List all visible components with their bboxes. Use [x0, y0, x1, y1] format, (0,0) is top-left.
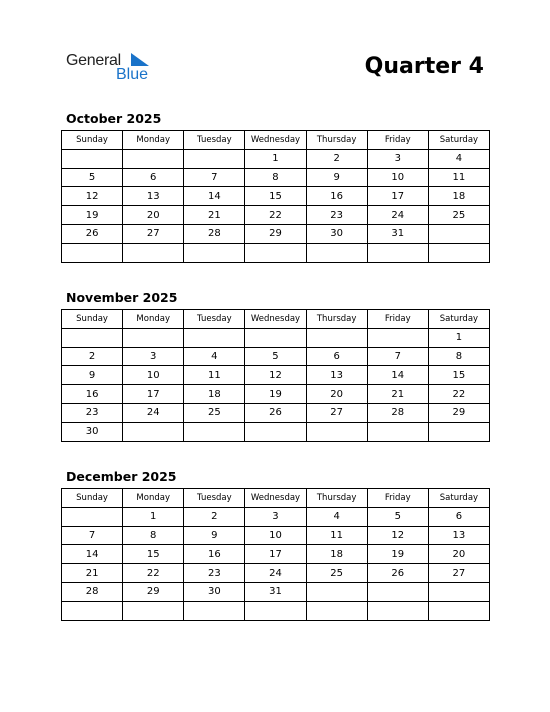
day-cell: 10	[123, 366, 184, 385]
week-row	[62, 347, 490, 366]
day-cell: 9	[306, 168, 367, 187]
day-cell: 2	[62, 347, 123, 366]
weekday-header: Wednesday	[245, 489, 306, 508]
day-cell	[184, 243, 245, 262]
day-cell: 20	[306, 385, 367, 404]
day-cell	[306, 582, 367, 601]
day-cell	[184, 328, 245, 347]
day-cell: 15	[245, 187, 306, 206]
day-cell: 29	[245, 224, 306, 243]
day-cell: 28	[367, 403, 428, 422]
day-cell: 22	[428, 385, 489, 404]
weekday-header: Saturday	[428, 131, 489, 150]
day-cell	[62, 601, 123, 620]
day-cell	[62, 328, 123, 347]
day-cell	[123, 422, 184, 441]
day-cell: 12	[62, 187, 123, 206]
weekday-header: Monday	[123, 310, 184, 329]
day-cell: 3	[123, 347, 184, 366]
day-cell: 29	[123, 582, 184, 601]
month-title: December 2025	[66, 469, 177, 484]
day-cell: 21	[367, 385, 428, 404]
day-cell: 2	[306, 149, 367, 168]
day-cell: 10	[367, 168, 428, 187]
day-cell: 25	[428, 206, 489, 225]
day-cell	[123, 243, 184, 262]
weekday-header: Thursday	[306, 489, 367, 508]
week-row	[62, 422, 490, 441]
brand-logo-blue: Blue	[116, 66, 149, 83]
day-cell: 1	[245, 149, 306, 168]
day-cell: 13	[428, 526, 489, 545]
week-row	[62, 366, 490, 385]
page-title: Quarter 4	[364, 54, 484, 79]
day-cell: 17	[367, 187, 428, 206]
weekday-header: Saturday	[428, 489, 489, 508]
weekday-header: Friday	[367, 489, 428, 508]
day-cell	[428, 601, 489, 620]
day-cell	[62, 243, 123, 262]
day-cell: 30	[306, 224, 367, 243]
day-cell: 3	[367, 149, 428, 168]
day-cell: 31	[245, 582, 306, 601]
day-cell: 23	[306, 206, 367, 225]
day-cell	[428, 582, 489, 601]
weekday-header: Thursday	[306, 131, 367, 150]
day-cell: 4	[428, 149, 489, 168]
weekday-header-row	[62, 310, 490, 329]
day-cell: 23	[62, 403, 123, 422]
day-cell	[367, 243, 428, 262]
day-cell: 24	[245, 564, 306, 583]
day-cell	[245, 422, 306, 441]
day-cell	[184, 149, 245, 168]
day-cell: 1	[428, 328, 489, 347]
day-cell: 13	[123, 187, 184, 206]
day-cell	[367, 601, 428, 620]
day-cell: 19	[245, 385, 306, 404]
day-cell: 13	[306, 366, 367, 385]
day-cell	[62, 507, 123, 526]
day-cell: 15	[123, 545, 184, 564]
day-cell	[245, 328, 306, 347]
brand-logo-general: General	[66, 52, 121, 69]
weekday-header: Sunday	[62, 489, 123, 508]
day-cell: 18	[184, 385, 245, 404]
day-cell	[428, 422, 489, 441]
day-cell: 19	[367, 545, 428, 564]
month-title: November 2025	[66, 290, 178, 305]
day-cell: 28	[62, 582, 123, 601]
day-cell: 5	[62, 168, 123, 187]
weekday-header: Sunday	[62, 310, 123, 329]
day-cell: 16	[306, 187, 367, 206]
day-cell: 25	[184, 403, 245, 422]
day-cell: 1	[123, 507, 184, 526]
week-row	[62, 206, 490, 225]
day-cell: 16	[184, 545, 245, 564]
day-cell: 5	[245, 347, 306, 366]
week-row	[62, 168, 490, 187]
weekday-header: Monday	[123, 489, 184, 508]
day-cell: 14	[367, 366, 428, 385]
day-cell: 8	[245, 168, 306, 187]
day-cell: 21	[184, 206, 245, 225]
day-cell: 27	[123, 224, 184, 243]
day-cell: 8	[428, 347, 489, 366]
day-cell: 20	[428, 545, 489, 564]
month-calendar-table	[61, 488, 490, 621]
day-cell	[367, 422, 428, 441]
week-row	[62, 403, 490, 422]
week-row	[62, 149, 490, 168]
day-cell	[123, 601, 184, 620]
weekday-header-row	[62, 131, 490, 150]
day-cell: 12	[367, 526, 428, 545]
day-cell: 6	[306, 347, 367, 366]
day-cell: 11	[306, 526, 367, 545]
weekday-header: Monday	[123, 131, 184, 150]
day-cell: 14	[184, 187, 245, 206]
weekday-header: Wednesday	[245, 310, 306, 329]
day-cell: 20	[123, 206, 184, 225]
day-cell: 29	[428, 403, 489, 422]
brand-logo	[66, 52, 156, 84]
day-cell: 19	[62, 206, 123, 225]
day-cell: 22	[123, 564, 184, 583]
day-cell: 11	[184, 366, 245, 385]
day-cell: 7	[62, 526, 123, 545]
day-cell: 23	[184, 564, 245, 583]
day-cell: 30	[184, 582, 245, 601]
weekday-header: Wednesday	[245, 131, 306, 150]
weekday-header: Tuesday	[184, 131, 245, 150]
week-row	[62, 526, 490, 545]
day-cell: 22	[245, 206, 306, 225]
day-cell: 10	[245, 526, 306, 545]
week-row	[62, 545, 490, 564]
day-cell	[123, 328, 184, 347]
week-row	[62, 328, 490, 347]
day-cell: 25	[306, 564, 367, 583]
weekday-header: Friday	[367, 310, 428, 329]
week-row	[62, 385, 490, 404]
day-cell: 4	[184, 347, 245, 366]
day-cell	[245, 243, 306, 262]
weekday-header: Tuesday	[184, 489, 245, 508]
week-row	[62, 243, 490, 262]
day-cell: 6	[428, 507, 489, 526]
weekday-header: Saturday	[428, 310, 489, 329]
weekday-header: Friday	[367, 131, 428, 150]
day-cell: 31	[367, 224, 428, 243]
day-cell	[306, 601, 367, 620]
day-cell: 9	[62, 366, 123, 385]
day-cell	[428, 224, 489, 243]
day-cell: 26	[367, 564, 428, 583]
day-cell	[367, 582, 428, 601]
day-cell: 28	[184, 224, 245, 243]
day-cell: 24	[123, 403, 184, 422]
weekday-header: Thursday	[306, 310, 367, 329]
day-cell: 24	[367, 206, 428, 225]
day-cell	[367, 328, 428, 347]
day-cell	[306, 243, 367, 262]
day-cell: 9	[184, 526, 245, 545]
week-row	[62, 601, 490, 620]
day-cell: 4	[306, 507, 367, 526]
day-cell	[184, 601, 245, 620]
day-cell: 7	[184, 168, 245, 187]
day-cell: 12	[245, 366, 306, 385]
day-cell	[62, 149, 123, 168]
day-cell: 18	[428, 187, 489, 206]
day-cell	[428, 243, 489, 262]
day-cell: 5	[367, 507, 428, 526]
week-row	[62, 224, 490, 243]
day-cell: 7	[367, 347, 428, 366]
day-cell: 16	[62, 385, 123, 404]
day-cell	[123, 149, 184, 168]
day-cell	[184, 422, 245, 441]
month-calendar-table	[61, 309, 490, 442]
month-calendar-table	[61, 130, 490, 263]
day-cell: 21	[62, 564, 123, 583]
day-cell: 26	[62, 224, 123, 243]
weekday-header: Sunday	[62, 131, 123, 150]
weekday-header-row	[62, 489, 490, 508]
day-cell: 14	[62, 545, 123, 564]
week-row	[62, 507, 490, 526]
day-cell: 6	[123, 168, 184, 187]
day-cell: 2	[184, 507, 245, 526]
day-cell: 26	[245, 403, 306, 422]
day-cell: 15	[428, 366, 489, 385]
week-row	[62, 582, 490, 601]
day-cell: 17	[123, 385, 184, 404]
week-row	[62, 564, 490, 583]
day-cell: 27	[428, 564, 489, 583]
month-title: October 2025	[66, 111, 162, 126]
day-cell: 17	[245, 545, 306, 564]
day-cell: 27	[306, 403, 367, 422]
day-cell: 18	[306, 545, 367, 564]
day-cell	[306, 328, 367, 347]
day-cell: 11	[428, 168, 489, 187]
day-cell: 30	[62, 422, 123, 441]
weekday-header: Tuesday	[184, 310, 245, 329]
brand-flag-icon	[131, 53, 149, 66]
day-cell	[245, 601, 306, 620]
day-cell	[306, 422, 367, 441]
week-row	[62, 187, 490, 206]
day-cell: 3	[245, 507, 306, 526]
day-cell: 8	[123, 526, 184, 545]
